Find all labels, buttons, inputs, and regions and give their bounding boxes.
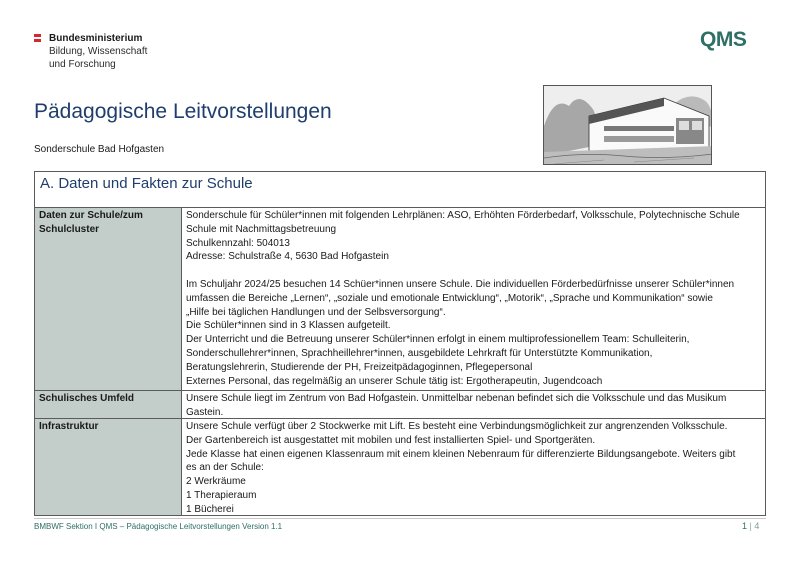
ministry-logo xyxy=(34,32,186,72)
ministry-line-1: Bundesministerium xyxy=(49,33,143,44)
text-line: es an der Schule: xyxy=(186,462,264,474)
text-line: Adresse: Schulstraße 4, 5630 Bad Hofgastein xyxy=(186,251,389,263)
text-line: Sonderschule für Schüler*innen mit folgenden Lehrplänen: ASO, Erhöhten Förderbedarf, Volksschule, Polytechnische Schule xyxy=(186,210,740,221)
facts-section xyxy=(34,171,766,516)
section-heading: A. Daten und Fakten zur Schule xyxy=(35,172,765,208)
text-line: 1 Therapieraum xyxy=(186,489,257,501)
text-line: Unsere Schule verfügt über 2 Stockwerke mit Lift. Es besteht eine Verbindungsmöglichkeit zur angrenzenden Volksschule. xyxy=(186,421,728,432)
text-line: Der Gartenbereich ist ausgestattet mit mobilen und fest installierten Spiel- und Sportgeräten. xyxy=(186,434,596,446)
page-number xyxy=(742,521,759,531)
text-line: Jede Klasse hat einen eigenen Klassenraum mit einem kleinen Nebenraum für differenzierte Bildungsangebote. Weiters gibt xyxy=(186,448,736,460)
text-line: 1 Bücherei xyxy=(186,503,234,515)
austria-flag-icon xyxy=(34,34,41,42)
row-label: Daten zur Schule/zum Schulcluster xyxy=(35,208,182,390)
ministry-line-3: und Forschung xyxy=(49,59,116,70)
text-line: Die Schüler*innen sind in 3 Klassen aufgeteilt. xyxy=(186,320,391,332)
page-title: Pädagogische Leitvorstellungen xyxy=(34,100,332,123)
text-line: Schulkennzahl: 504013 xyxy=(186,237,290,249)
page-current: 1 xyxy=(742,521,748,531)
text-line: Im Schuljahr 2024/25 besuchen 14 Schüer*innen unsere Schule. Die individuellen Förderbedürfnisse unserer Schüler*innen xyxy=(186,278,735,290)
table-row-school-data xyxy=(35,208,765,391)
row-value xyxy=(182,419,765,515)
text-line: umfassen die Bereiche „Lernen“, „soziale und emotionale Entwicklung“, „Motorik“, „Sprache und Kommunikation“ sowie xyxy=(186,292,713,304)
text-line: Externes Personal, das regelmäßig an unserer Schule tätig ist: Ergotherapeutin, Jugendcoach xyxy=(186,375,603,387)
school-building-sketch xyxy=(543,85,712,165)
school-name: Sonderschule Bad Hofgasten xyxy=(34,144,165,155)
text-line: Sonderschullehrer*innen, Sprachheillehrer*innen, ausgebildete Lehrkraft für Unterstützte Kommunikation, xyxy=(186,347,653,359)
text-line: „Hilfe bei täglichen Handlungen und der Selbsversorgung“. xyxy=(186,306,446,318)
row-value xyxy=(182,208,765,390)
footer-text: BMBWF Sektion I QMS – Pädagogische Leitvorstellungen Version 1.1 xyxy=(34,522,283,531)
text-line: Unsere Schule liegt im Zentrum von Bad Hofgastein. Unmittelbar nebenan befindet sich die Volksschule und das Musikum xyxy=(186,393,727,404)
text-line: Der Unterricht und die Betreuung unserer Schüler*innen erfolgt in einem multiprofessionellem Team: Schulleiterin, xyxy=(186,334,690,346)
table-row-environment xyxy=(35,391,765,419)
text-line: Schule mit Nachmittagsbetreuung xyxy=(186,223,337,235)
ministry-name xyxy=(49,32,147,71)
blank-line xyxy=(186,264,761,278)
text-line: Beratungslehrerin, Studierende der PH, Freizeitpädagoginnen, Pflegepersonal xyxy=(186,361,533,373)
ministry-line-2: Bildung, Wissenschaft xyxy=(49,46,148,57)
text-line: Gastein. xyxy=(186,406,224,418)
row-value xyxy=(182,391,765,418)
table-row-infrastructure xyxy=(35,419,765,515)
page-total: 4 xyxy=(754,521,760,531)
row-label: Schulisches Umfeld xyxy=(35,391,182,418)
qms-logo: QMS xyxy=(700,28,747,51)
row-label: Infrastruktur xyxy=(35,419,182,515)
page-separator: | xyxy=(749,521,752,531)
footer-divider xyxy=(34,518,766,519)
text-line: 2 Werkräume xyxy=(186,476,246,488)
